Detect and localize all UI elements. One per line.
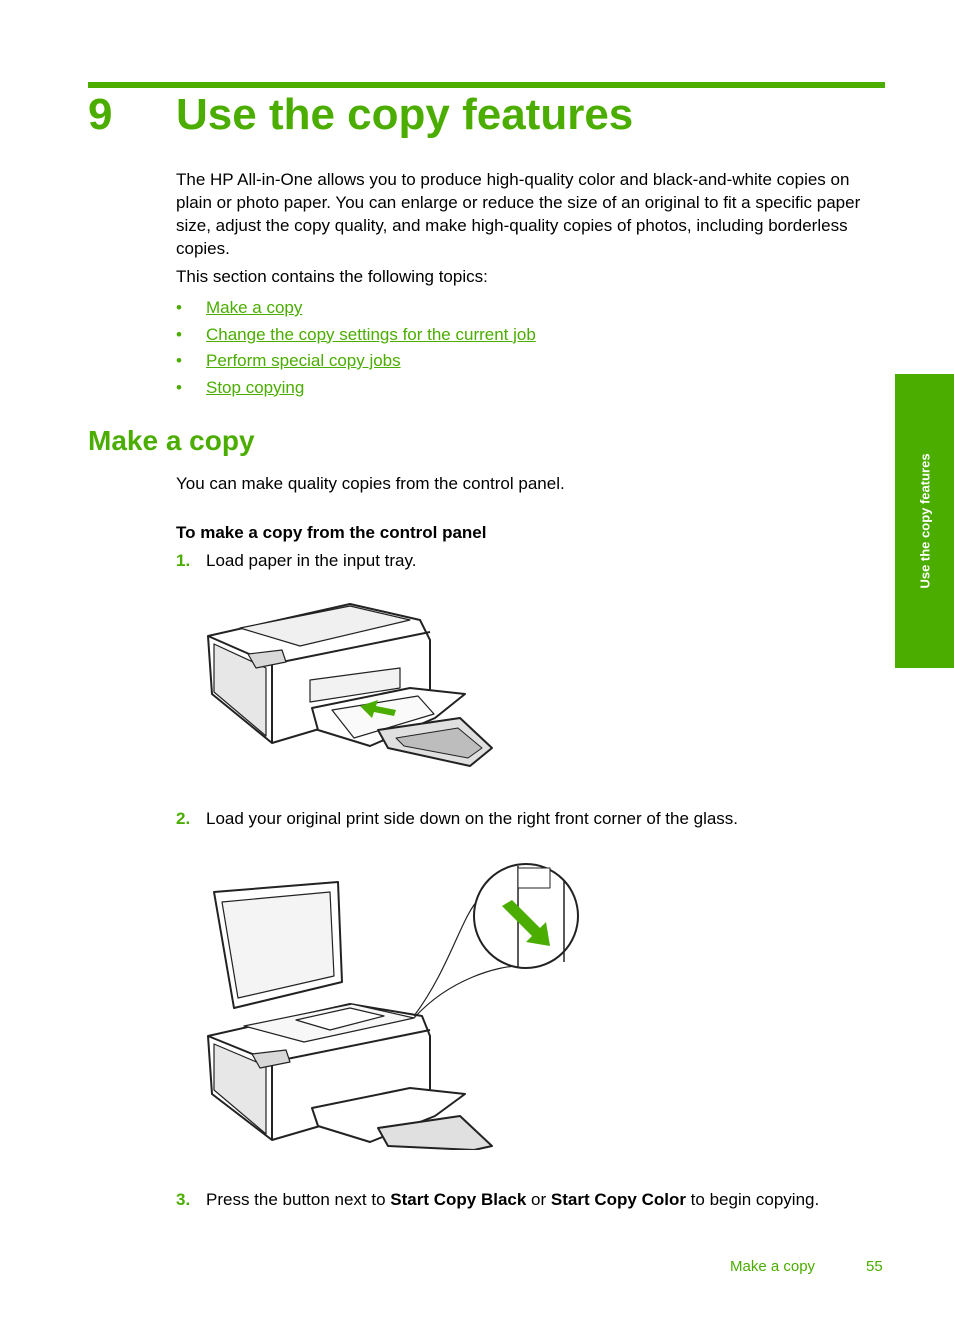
topic-link-stop-copying[interactable]: Stop copying — [206, 377, 305, 397]
step-text-prefix: Press the button next to — [206, 1190, 391, 1209]
side-tab — [895, 374, 954, 668]
section-heading: Make a copy — [88, 425, 255, 456]
footer-page-number: 55 — [866, 1258, 883, 1275]
step-3 — [176, 1188, 819, 1211]
topic-link-make-a-copy[interactable]: Make a copy — [206, 298, 303, 317]
list-item — [176, 323, 536, 350]
topic-list — [176, 296, 536, 402]
list-item — [176, 296, 536, 323]
chapter-title: Use the copy features — [176, 90, 634, 139]
list-item — [176, 376, 536, 403]
step-number: 3. — [176, 1190, 191, 1209]
chapter-rule — [88, 82, 885, 88]
topics-lead: This section contains the following topics: — [176, 267, 488, 286]
bullet: • — [176, 351, 182, 370]
printer-load-paper-illustration — [200, 598, 500, 773]
start-copy-color-label: Start Copy Color — [550, 1190, 686, 1209]
topic-link-change-copy-settings[interactable]: Change the copy settings for the current job — [206, 324, 536, 344]
side-tab-label: Use the copy features — [917, 453, 932, 589]
footer-section-label: Make a copy — [730, 1258, 816, 1275]
list-item — [176, 349, 536, 376]
section-intro: You can make quality copies from the control panel. — [176, 474, 565, 493]
step-1 — [176, 549, 416, 572]
step-text-middle: or — [526, 1190, 551, 1209]
chapter-number: 9 — [88, 90, 113, 139]
step-number: 2. — [176, 809, 191, 828]
step-text: Load paper in the input tray. — [206, 551, 417, 570]
bullet: • — [176, 324, 182, 344]
step-text-suffix: to begin copying. — [685, 1190, 820, 1209]
topic-link-special-copy-jobs[interactable]: Perform special copy jobs — [206, 351, 401, 370]
bullet: • — [176, 298, 182, 317]
printer-glass-illustration — [200, 858, 585, 1150]
procedure-title: To make a copy from the control panel — [176, 523, 487, 542]
intro-paragraph: The HP All-in-One allows you to produce high-quality color and black-and-white copies on plain or photo paper. You can enlarge or reduce the size of an original to fit a specific paper size, adjust the copy quality, and make high-quality copies of photos, including borderless copies. — [176, 170, 861, 258]
step-number: 1. — [176, 551, 191, 570]
start-copy-black-label: Start Copy Black — [390, 1190, 527, 1209]
step-2 — [176, 807, 738, 830]
bullet: • — [176, 377, 182, 397]
step-text: Load your original print side down on the right front corner of the glass. — [206, 809, 739, 828]
